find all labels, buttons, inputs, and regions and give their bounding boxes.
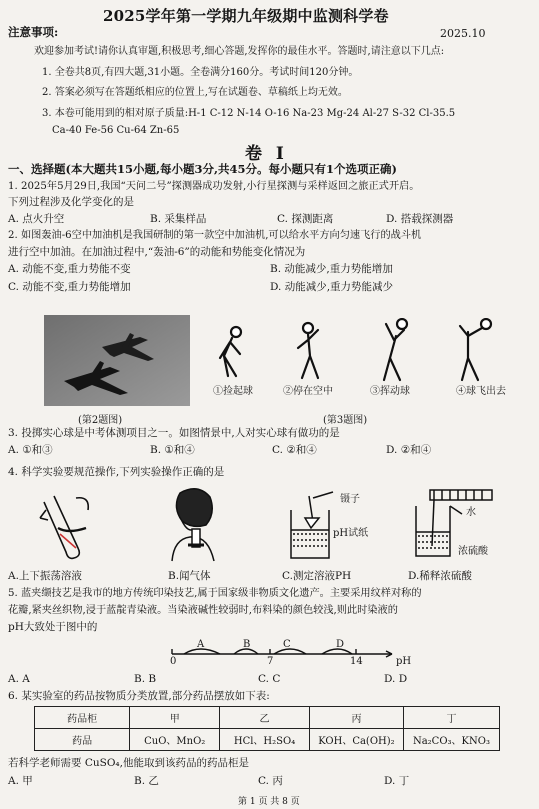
q5-option-b: B. B xyxy=(134,673,157,685)
figure-throw-icon xyxy=(460,319,491,380)
ph-label-d: D xyxy=(336,639,345,650)
q4-stem: 4. 科学实验要规范操作,下列实验操作正确的是 xyxy=(8,466,225,478)
fig3-caption: (第3题图) xyxy=(323,415,368,426)
table-header-row xyxy=(35,707,500,729)
figure-pick-up-icon xyxy=(220,327,241,376)
smell-gas-figure xyxy=(158,483,228,565)
ph-tick-label-14: 14 xyxy=(350,656,363,667)
q1-option-c: C. 探测距离 xyxy=(277,213,334,225)
fig3-label-2: ②停在空中 xyxy=(283,386,333,397)
exam-title: 2025学年第一学期九年级期中监测科学卷 xyxy=(103,7,389,25)
q4-option-d: D.稀释浓硫酸 xyxy=(408,570,472,582)
q1-stem-cont: 下列过程涉及化学变化的是 xyxy=(8,196,134,208)
reagent-cabinet-table xyxy=(34,706,500,751)
q3-stem: 3. 投掷实心球是中考体测项目之一。如图情景中,人对实心球有做功的是 xyxy=(8,427,340,439)
q2-stem-cont: 进行空中加油。在加油过程中,“轰油-6”的动能和势能变化情况为 xyxy=(8,246,306,258)
table-header-cell: 丁 xyxy=(403,707,499,729)
page-footer: 第 1 页 共 8 页 xyxy=(238,797,300,807)
q4-fig-acid-label: 浓硫酸 xyxy=(458,546,488,557)
q4-fig-ph-paper-label: pH试纸 xyxy=(333,528,369,539)
rule-1: 1. 全卷共8页,有四大题,31小题。全卷满分160分。考试时间120分钟。 xyxy=(42,67,359,78)
table-cell: CuO、MnO₂ xyxy=(130,729,220,751)
fig2-caption: (第2题图) xyxy=(78,415,123,426)
q2-option-d: D. 动能减少,重力势能减少 xyxy=(270,281,394,293)
q6-option-c: C. 丙 xyxy=(258,775,283,787)
table-cell: HCl、H₂SO₄ xyxy=(220,729,310,751)
shot-put-figures xyxy=(206,318,526,388)
ph-label-b: B xyxy=(243,639,251,650)
test-tube-shaking-figure xyxy=(38,488,98,564)
q4-fig-water-label: 水 xyxy=(466,507,476,518)
fig3-label-4: ④球飞出去 xyxy=(456,386,506,397)
rule-3-cont: Ca-40 Fe-56 Cu-64 Zn-65 xyxy=(52,125,180,136)
q4-option-a: A.上下振荡溶液 xyxy=(8,570,82,582)
q1-option-b: B. 采集样品 xyxy=(150,213,207,225)
rule-3: 3. 本卷可能用到的相对原子质量:H-1 C-12 N-14 O-16 Na-23 Mg-24 Al-27 S-32 Cl-35.5 xyxy=(42,108,456,119)
q5-option-a: A. A xyxy=(8,673,30,685)
q5-option-d: D. D xyxy=(384,673,408,685)
q5-stem: 5. 蓝夹缬技艺是我市的地方传统印染技艺,属于国家级非物质文化遗产。主要采用纹样对称的 xyxy=(8,588,422,599)
q3-option-c: C. ②和④ xyxy=(272,444,317,456)
q4-option-c: C.测定溶液PH xyxy=(282,570,352,582)
fig3-label-3: ③挥动球 xyxy=(370,386,410,397)
rule-2: 2. 答案必须写在答题纸相应的位置上,写在试题卷、草稿纸上均无效。 xyxy=(42,87,348,98)
q6-stem-2: 若科学老师需要 CuSO₄,他能取到该药品的药品柜是 xyxy=(8,757,249,769)
q1-option-d: D. 搭载探测器 xyxy=(386,213,454,225)
q2-option-b: B. 动能减少,重力势能增加 xyxy=(270,263,393,275)
q6-stem: 6. 某实验室的药品按物质分类放置,部分药品摆放如下表: xyxy=(8,690,270,702)
figure-hold-icon xyxy=(298,323,318,378)
q5-option-c: C. C xyxy=(258,673,281,685)
ph-label-a: A xyxy=(197,639,205,650)
volume-heading: 卷 I xyxy=(245,144,288,164)
table-header-cell: 乙 xyxy=(220,707,310,729)
ph-tick-label-7: 7 xyxy=(267,656,274,667)
table-header-cell: 甲 xyxy=(130,707,220,729)
q2-option-c: C. 动能不变,重力势能增加 xyxy=(8,281,131,293)
q2-option-a: A. 动能不变,重力势能不变 xyxy=(8,263,131,275)
q6-option-b: B. 乙 xyxy=(134,775,159,787)
q2-stem: 2. 如图轰油-6空中加油机是我国研制的第一款空中加油机,可以给水平方向匀速飞行的战斗机 xyxy=(8,230,422,241)
q5-stem-cont-2: pH大致处于图中的 xyxy=(8,621,98,633)
q3-option-d: D. ②和④ xyxy=(386,444,432,456)
ph-unit-label: pH xyxy=(396,656,412,667)
refueling-aircraft-photo xyxy=(44,315,190,406)
q1-stem: 1. 2025年5月29日,我国“天问二号”探测器成功发射,小行星探测与采样返回之旅正式开启。 xyxy=(8,181,420,192)
table-header-cell: 丙 xyxy=(309,707,403,729)
table-cell: Na₂CO₃、KNO₃ xyxy=(403,729,499,751)
q3-option-a: A. ①和③ xyxy=(8,444,53,456)
table-cell: KOH、Ca(OH)₂ xyxy=(309,729,403,751)
figure-swing-icon xyxy=(384,319,407,380)
q5-stem-cont: 花瓣,紧夹丝织物,浸于蓝靛青染液。当染液碱性较弱时,布料染的颜色较浅,则此时染液的 xyxy=(8,605,398,616)
notice-label: 注意事项: xyxy=(8,25,59,39)
section-heading: 一、选择题(本大题共15小题,每小题3分,共45分。每小题只有1个选项正确) xyxy=(8,162,397,176)
q4-fig-tweezers-label: 镊子 xyxy=(340,494,360,505)
q3-option-b: B. ①和④ xyxy=(150,444,195,456)
ph-tick-label-0: 0 xyxy=(170,656,177,667)
welcome-text: 欢迎参加考试!请你认真审题,积极思考,细心答题,发挥你的最佳水平。答题时,请注意以下几点: xyxy=(34,46,445,57)
table-header-cell: 药品柜 xyxy=(35,707,130,729)
table-cell: 药品 xyxy=(35,729,130,751)
table-row xyxy=(35,729,500,751)
ph-label-c: C xyxy=(283,639,291,650)
q1-option-a: A. 点火升空 xyxy=(8,213,65,225)
q6-option-a: A. 甲 xyxy=(8,775,33,787)
q4-option-b: B.闻气体 xyxy=(168,570,211,582)
fig3-label-1: ①捡起球 xyxy=(213,386,253,397)
exam-date: 2025.10 xyxy=(440,27,486,40)
q6-option-d: D. 丁 xyxy=(384,775,410,787)
